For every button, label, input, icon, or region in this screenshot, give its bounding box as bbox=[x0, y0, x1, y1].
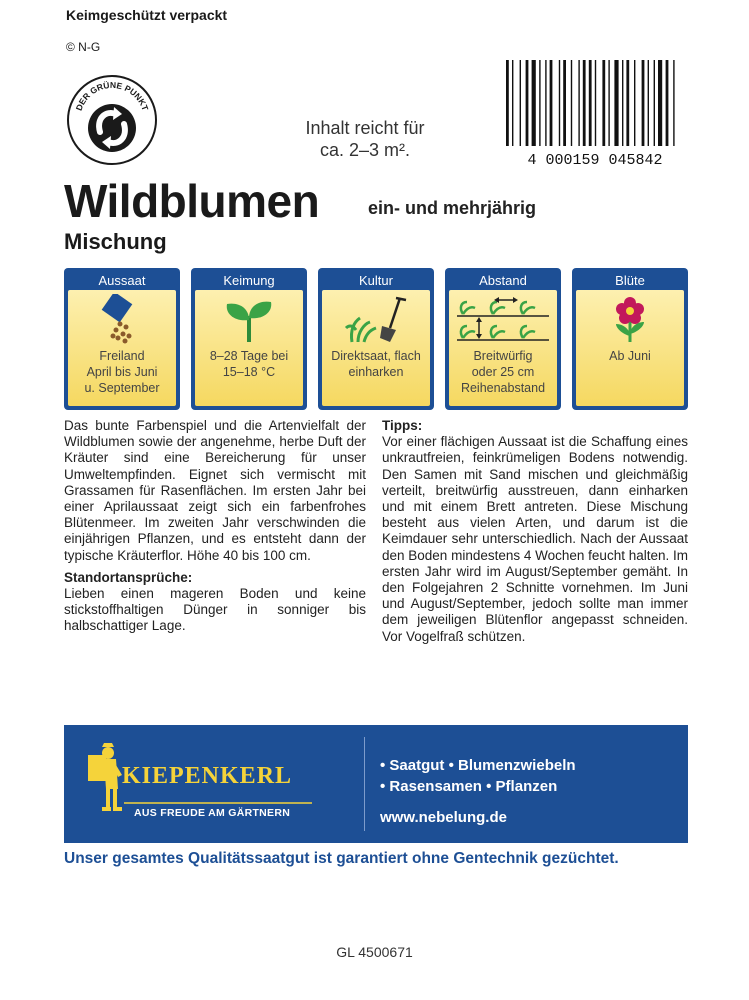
seedling-icon bbox=[195, 294, 303, 344]
brand-tagline: AUS FREUDE AM GÄRTNERN bbox=[134, 807, 291, 819]
right-column bbox=[382, 418, 688, 645]
card-head: Kultur bbox=[359, 273, 393, 288]
card-line: u. September bbox=[84, 381, 160, 395]
packaging-note: Keimgeschützt verpackt bbox=[66, 7, 228, 23]
tips-text: Vor einer flächigen Aussaat ist die Schaffung eines unkrautfreien, feinkrümeligen Bodens notwendig. Den Samen mit Sand mischen und gleichmäßig verteilt, breitwürfig ausstreuen, dann einharken und mit einem Brett antreten. Diese Mischung besteht aus vielen Arten, und darum ist die Keimdauer sehr unterschiedlich. Nach der Aussaat den Boden mindestens 4 Wochen feucht halten. Im ersten Jahr wird im August/September gemäht. In den Folgejahren 2 Schnitte vornehmen. Im Juni und August/September, jedoch sollte man immer dem jeweiligen Blütenflor angepasst schneiden. Vor Vogelfraß schützen. bbox=[382, 434, 688, 644]
card-kultur bbox=[318, 268, 434, 410]
description-text: Das bunte Farbenspiel und die Artenvielfalt der Wildblumen sowie der angenehme, herbe Duft der Kräuter sind eine Bereicherung für unser Umweltempfinden. Eignet sich vermischt mit Grassamen für Rasenflächen. Im ersten Jahr bei einer Aprilaussaat zeigt sich ein farbenfrohes Blütenmeer. Im zweiten Jahr verschwinden die einjährigen Pflanzen, und es entsteht dann der typische Kräuterflor. Höhe 40 bis 100 cm. bbox=[64, 418, 366, 563]
card-keimung bbox=[191, 268, 307, 410]
contents-info bbox=[280, 117, 450, 161]
card-head: Keimung bbox=[223, 273, 275, 288]
seed-bag-icon bbox=[68, 294, 176, 344]
contents-line-2: ca. 2–3 m². bbox=[319, 140, 411, 160]
website-link[interactable]: www.nebelung.de bbox=[380, 809, 507, 826]
copyright: © N-G bbox=[66, 40, 101, 54]
card-head: Aussaat bbox=[98, 273, 146, 288]
card-line: 8–28 Tage bei bbox=[209, 349, 289, 363]
gl-number: GL 4500671 bbox=[336, 944, 413, 960]
card-head: Blüte bbox=[615, 273, 645, 288]
location-text: Lieben einen mageren Boden und keine stickstoffhaltigen Dünger in sonniger bis halbschattiger Lage. bbox=[64, 586, 366, 634]
brand-name: KIEPENKERL bbox=[122, 763, 293, 789]
gp-logo-text: DER GRÜNE PUNKT bbox=[73, 79, 151, 112]
card-line: Ab Juni bbox=[609, 349, 651, 363]
card-aussaat bbox=[64, 268, 180, 410]
product-tag: ein- und mehrjährig bbox=[368, 198, 537, 218]
gmo-free-claim: Unser gesamtes Qualitätssaatgut ist garantiert ohne Gentechnik gezüchtet. bbox=[64, 850, 619, 867]
card-line: oder 25 cm bbox=[471, 365, 535, 379]
banner-divider bbox=[364, 737, 365, 831]
card-line: Freiland bbox=[99, 349, 145, 363]
product-range-line: • Rasensamen • Pflanzen bbox=[380, 778, 558, 795]
card-line: April bis Juni bbox=[86, 365, 158, 379]
card-line: Breitwürfig bbox=[473, 349, 533, 363]
card-bluete bbox=[572, 268, 688, 410]
card-line: einharken bbox=[348, 365, 404, 379]
product-title: Wildblumen bbox=[64, 175, 320, 227]
location-heading: Standortansprüche: bbox=[64, 569, 193, 585]
product-range-line: • Saatgut • Blumenzwiebeln bbox=[380, 757, 576, 774]
card-head: Abstand bbox=[479, 273, 527, 288]
spade-plants-icon bbox=[322, 294, 430, 344]
brand-banner bbox=[64, 725, 688, 843]
barcode bbox=[500, 58, 690, 168]
spacing-icon bbox=[449, 294, 557, 344]
flower-icon bbox=[576, 294, 684, 344]
tips-heading: Tipps: bbox=[382, 418, 423, 433]
contents-line-1: Inhalt reicht für bbox=[305, 118, 425, 138]
card-line: Reihenabstand bbox=[460, 381, 546, 395]
card-abstand bbox=[445, 268, 561, 410]
product-subtitle: Mischung bbox=[64, 229, 167, 254]
barcode-number: 4 000159 045842 bbox=[527, 152, 663, 168]
green-dot-recycle-icon bbox=[66, 74, 158, 166]
card-line: Direktsaat, flach bbox=[331, 349, 421, 363]
product-range bbox=[380, 755, 576, 797]
left-column bbox=[64, 418, 366, 635]
card-line: 15–18 °C bbox=[222, 365, 276, 379]
